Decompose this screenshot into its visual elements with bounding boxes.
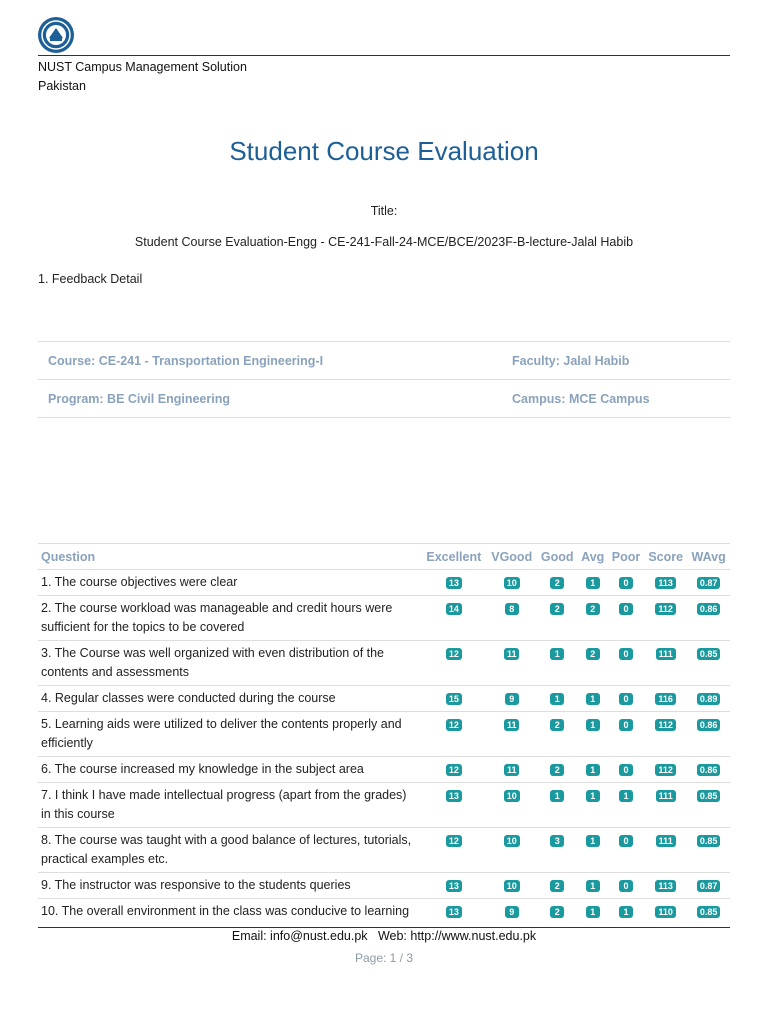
cell-score [644,899,687,925]
col-header-vgood: VGood [487,544,537,570]
cell-good [537,712,578,757]
cell-poor [608,783,644,828]
avg-badge: 1 [586,835,600,847]
avg-badge: 1 [586,906,600,918]
col-header-score: Score [644,544,687,570]
avg-badge: 1 [586,693,600,705]
cell-wavg [687,712,730,757]
question-text: 10. The overall environment in the class was conducive to learning [38,899,421,925]
vgood-badge: 11 [504,648,520,660]
poor-badge: 0 [619,603,633,615]
vgood-badge: 10 [504,790,520,802]
vgood-badge: 9 [505,906,519,918]
cell-avg [578,828,608,873]
poor-badge: 0 [619,648,633,660]
cell-good [537,570,578,596]
cell-vgood [487,570,537,596]
question-text: 5. Learning aids were utilized to deliver the contents properly and efficiently [38,712,421,757]
cell-excellent [421,570,487,596]
cell-excellent [421,873,487,899]
poor-badge: 0 [619,693,633,705]
footer-contact: Email: info@nust.edu.pk Web: http://www.nust.edu.pk [231,929,537,943]
organization-info [38,58,247,96]
cell-avg [578,686,608,712]
cell-avg [578,570,608,596]
table-row [38,899,730,925]
good-badge: 2 [550,603,564,615]
table-row [38,596,730,641]
nust-emblem-icon [37,16,75,54]
table-row [38,757,730,783]
cell-vgood [487,873,537,899]
good-badge: 2 [550,906,564,918]
wavg-badge: 0.85 [697,906,721,918]
question-text: 1. The course objectives were clear [38,570,421,596]
score-badge: 112 [655,719,676,731]
table-row [38,686,730,712]
vgood-badge: 10 [504,577,520,589]
excellent-badge: 13 [446,577,462,589]
good-badge: 1 [550,790,564,802]
cell-excellent [421,596,487,641]
cell-wavg [687,828,730,873]
excellent-badge: 12 [446,764,462,776]
info-row [38,380,730,418]
col-header-poor: Poor [608,544,644,570]
good-badge: 1 [550,648,564,660]
vgood-badge: 8 [505,603,519,615]
wavg-badge: 0.85 [697,648,721,660]
cell-wavg [687,873,730,899]
avg-badge: 1 [586,790,600,802]
info-row [38,342,730,380]
cell-score [644,641,687,686]
cell-wavg [687,899,730,925]
program-label: Program: BE Civil Engineering [38,380,504,418]
avg-badge: 1 [586,577,600,589]
question-text: 9. The instructor was responsive to the students queries [38,873,421,899]
excellent-badge: 12 [446,835,462,847]
wavg-badge: 0.86 [697,603,721,615]
avg-badge: 2 [586,603,600,615]
title-value: Student Course Evaluation-Engg - CE-241-Fall-24-MCE/BCE/2023F-B-lecture-Jalal Habib [134,235,634,249]
cell-poor [608,686,644,712]
cell-excellent [421,641,487,686]
poor-badge: 0 [619,880,633,892]
cell-wavg [687,686,730,712]
excellent-badge: 12 [446,648,462,660]
title-label: Title: [370,204,398,218]
excellent-badge: 13 [446,880,462,892]
page-number: Page: 1 / 3 [354,951,414,965]
avg-badge: 2 [586,648,600,660]
cell-good [537,596,578,641]
cell-poor [608,899,644,925]
vgood-badge: 11 [504,764,520,776]
score-badge: 116 [655,693,676,705]
excellent-badge: 13 [446,906,462,918]
cell-avg [578,596,608,641]
section-heading: 1. Feedback Detail [38,272,143,286]
cell-vgood [487,757,537,783]
good-badge: 2 [550,880,564,892]
poor-badge: 1 [619,906,633,918]
poor-badge: 1 [619,790,633,802]
score-badge: 112 [655,764,676,776]
cell-poor [608,757,644,783]
poor-badge: 0 [619,577,633,589]
poor-badge: 0 [619,835,633,847]
excellent-badge: 13 [446,790,462,802]
cell-excellent [421,899,487,925]
good-badge: 3 [550,835,564,847]
avg-badge: 1 [586,880,600,892]
excellent-badge: 12 [446,719,462,731]
col-header-question: Question [38,544,421,570]
cell-wavg [687,570,730,596]
cell-wavg [687,641,730,686]
cell-score [644,757,687,783]
wavg-badge: 0.85 [697,790,721,802]
question-text: 3. The Course was well organized with even distribution of the contents and assessments [38,641,421,686]
wavg-badge: 0.87 [697,577,721,589]
org-country: Pakistan [38,79,86,93]
cell-score [644,686,687,712]
cell-wavg [687,757,730,783]
cell-poor [608,873,644,899]
col-header-wavg: WAvg [687,544,730,570]
cell-good [537,757,578,783]
faculty-label: Faculty: Jalal Habib [504,342,730,380]
wavg-badge: 0.86 [697,764,721,776]
score-badge: 112 [655,603,676,615]
cell-wavg [687,783,730,828]
table-row [38,570,730,596]
table-row [38,873,730,899]
cell-score [644,570,687,596]
question-text: 7. I think I have made intellectual progress (apart from the grades) in this course [38,783,421,828]
score-badge: 110 [655,906,676,918]
cell-excellent [421,757,487,783]
cell-vgood [487,828,537,873]
wavg-badge: 0.87 [697,880,721,892]
cell-excellent [421,712,487,757]
col-header-excellent: Excellent [421,544,487,570]
cell-score [644,783,687,828]
campus-label: Campus: MCE Campus [504,380,730,418]
org-name: NUST Campus Management Solution [38,60,247,74]
question-text: 2. The course workload was manageable and credit hours were sufficient for the topics to be covered [38,596,421,641]
vgood-badge: 10 [504,835,520,847]
good-badge: 2 [550,764,564,776]
avg-badge: 1 [586,719,600,731]
cell-good [537,873,578,899]
cell-good [537,899,578,925]
cell-avg [578,873,608,899]
score-badge: 111 [656,648,676,660]
cell-poor [608,828,644,873]
table-row [38,828,730,873]
cell-excellent [421,828,487,873]
cell-vgood [487,641,537,686]
question-text: 8. The course was taught with a good balance of lectures, tutorials, practical examples etc. [38,828,421,873]
cell-poor [608,712,644,757]
vgood-badge: 11 [504,719,520,731]
footer-divider [38,927,730,928]
score-badge: 111 [656,790,676,802]
course-label: Course: CE-241 - Transportation Engineering-I [38,342,504,380]
cell-poor [608,641,644,686]
excellent-badge: 14 [446,603,462,615]
table-row [38,641,730,686]
cell-avg [578,899,608,925]
cell-excellent [421,686,487,712]
poor-badge: 0 [619,719,633,731]
vgood-badge: 10 [504,880,520,892]
cell-score [644,828,687,873]
cell-score [644,596,687,641]
good-badge: 2 [550,577,564,589]
cell-vgood [487,783,537,828]
course-info-table [38,341,730,418]
cell-vgood [487,899,537,925]
poor-badge: 0 [619,764,633,776]
cell-poor [608,570,644,596]
wavg-badge: 0.85 [697,835,721,847]
evaluation-table [38,543,730,924]
question-text: 6. The course increased my knowledge in the subject area [38,757,421,783]
table-row [38,712,730,757]
cell-excellent [421,783,487,828]
cell-vgood [487,712,537,757]
wavg-badge: 0.86 [697,719,721,731]
cell-avg [578,783,608,828]
cell-wavg [687,596,730,641]
excellent-badge: 15 [446,693,462,705]
col-header-avg: Avg [578,544,608,570]
cell-good [537,641,578,686]
table-header-row [38,544,730,570]
header-divider [38,55,730,56]
score-badge: 113 [655,577,676,589]
cell-vgood [487,686,537,712]
score-badge: 113 [655,880,676,892]
evaluation-table-body [38,570,730,925]
cell-avg [578,641,608,686]
cell-good [537,686,578,712]
cell-score [644,873,687,899]
cell-vgood [487,596,537,641]
cell-score [644,712,687,757]
vgood-badge: 9 [505,693,519,705]
cell-good [537,828,578,873]
question-text: 4. Regular classes were conducted during the course [38,686,421,712]
page-title: Student Course Evaluation [229,136,539,166]
good-badge: 2 [550,719,564,731]
cell-good [537,783,578,828]
table-row [38,783,730,828]
cell-avg [578,757,608,783]
score-badge: 111 [656,835,676,847]
avg-badge: 1 [586,764,600,776]
col-header-good: Good [537,544,578,570]
wavg-badge: 0.89 [697,693,721,705]
good-badge: 1 [550,693,564,705]
cell-avg [578,712,608,757]
cell-poor [608,596,644,641]
